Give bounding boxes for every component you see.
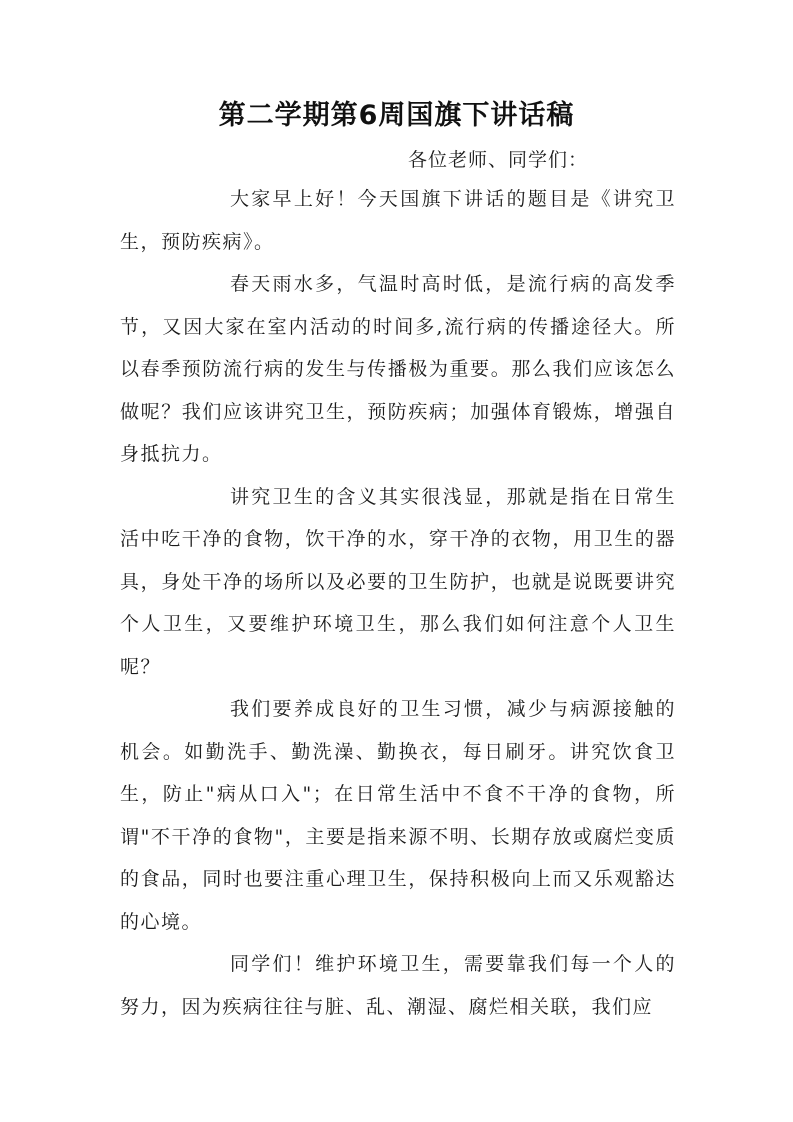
paragraph-environment-hygiene: 同学们！维护环境卫生，需要靠我们每一个人的努力，因为疾病往往与脏、乱、潮湿、腐烂相关联，我们应	[120, 953, 676, 1018]
paragraph-spring-epidemic: 春天雨水多，气温时高时低，是流行病的高发季节，又因大家在室内活动的时间多,流行病的传播途径大。所以春季预防流行病的发生与传播极为重要。那么我们应该怎么做呢？我们应该讲究卫生，预防疾病；加强体育锻炼，增强自身抵抗力。	[120, 273, 676, 465]
document-title: 第二学期第6周国旗下讲话稿	[218, 100, 575, 131]
paragraph-personal-hygiene: 我们要养成良好的卫生习惯，减少与病源接触的机会。如勤洗手、勤洗澡、勤换衣，每日刷牙。讲究饮食卫生，防止"病从口入"；在日常生活中不食不干净的食物，所谓"不干净的食物"，主要是指来源不明、长期存放或腐烂变质的食品，同时也要注重心理卫生，保持积极向上而又乐观豁达的心境。	[120, 698, 676, 933]
salutation: 各位老师、同学们：	[408, 149, 589, 171]
paragraph-hygiene-meaning: 讲究卫生的含义其实很浅显，那就是指在日常生活中吃干净的食物，饮干净的水，穿干净的衣物，用卫生的器具，身处干净的场所以及必要的卫生防护，也就是说既要讲究个人卫生，又要维护环境卫生，那么我们如何注意个人卫生呢？	[120, 485, 676, 678]
paragraph-greeting: 大家早上好！今天国旗下讲话的题目是《讲究卫生，预防疾病》。	[120, 188, 676, 253]
body-text	[120, 178, 676, 1028]
